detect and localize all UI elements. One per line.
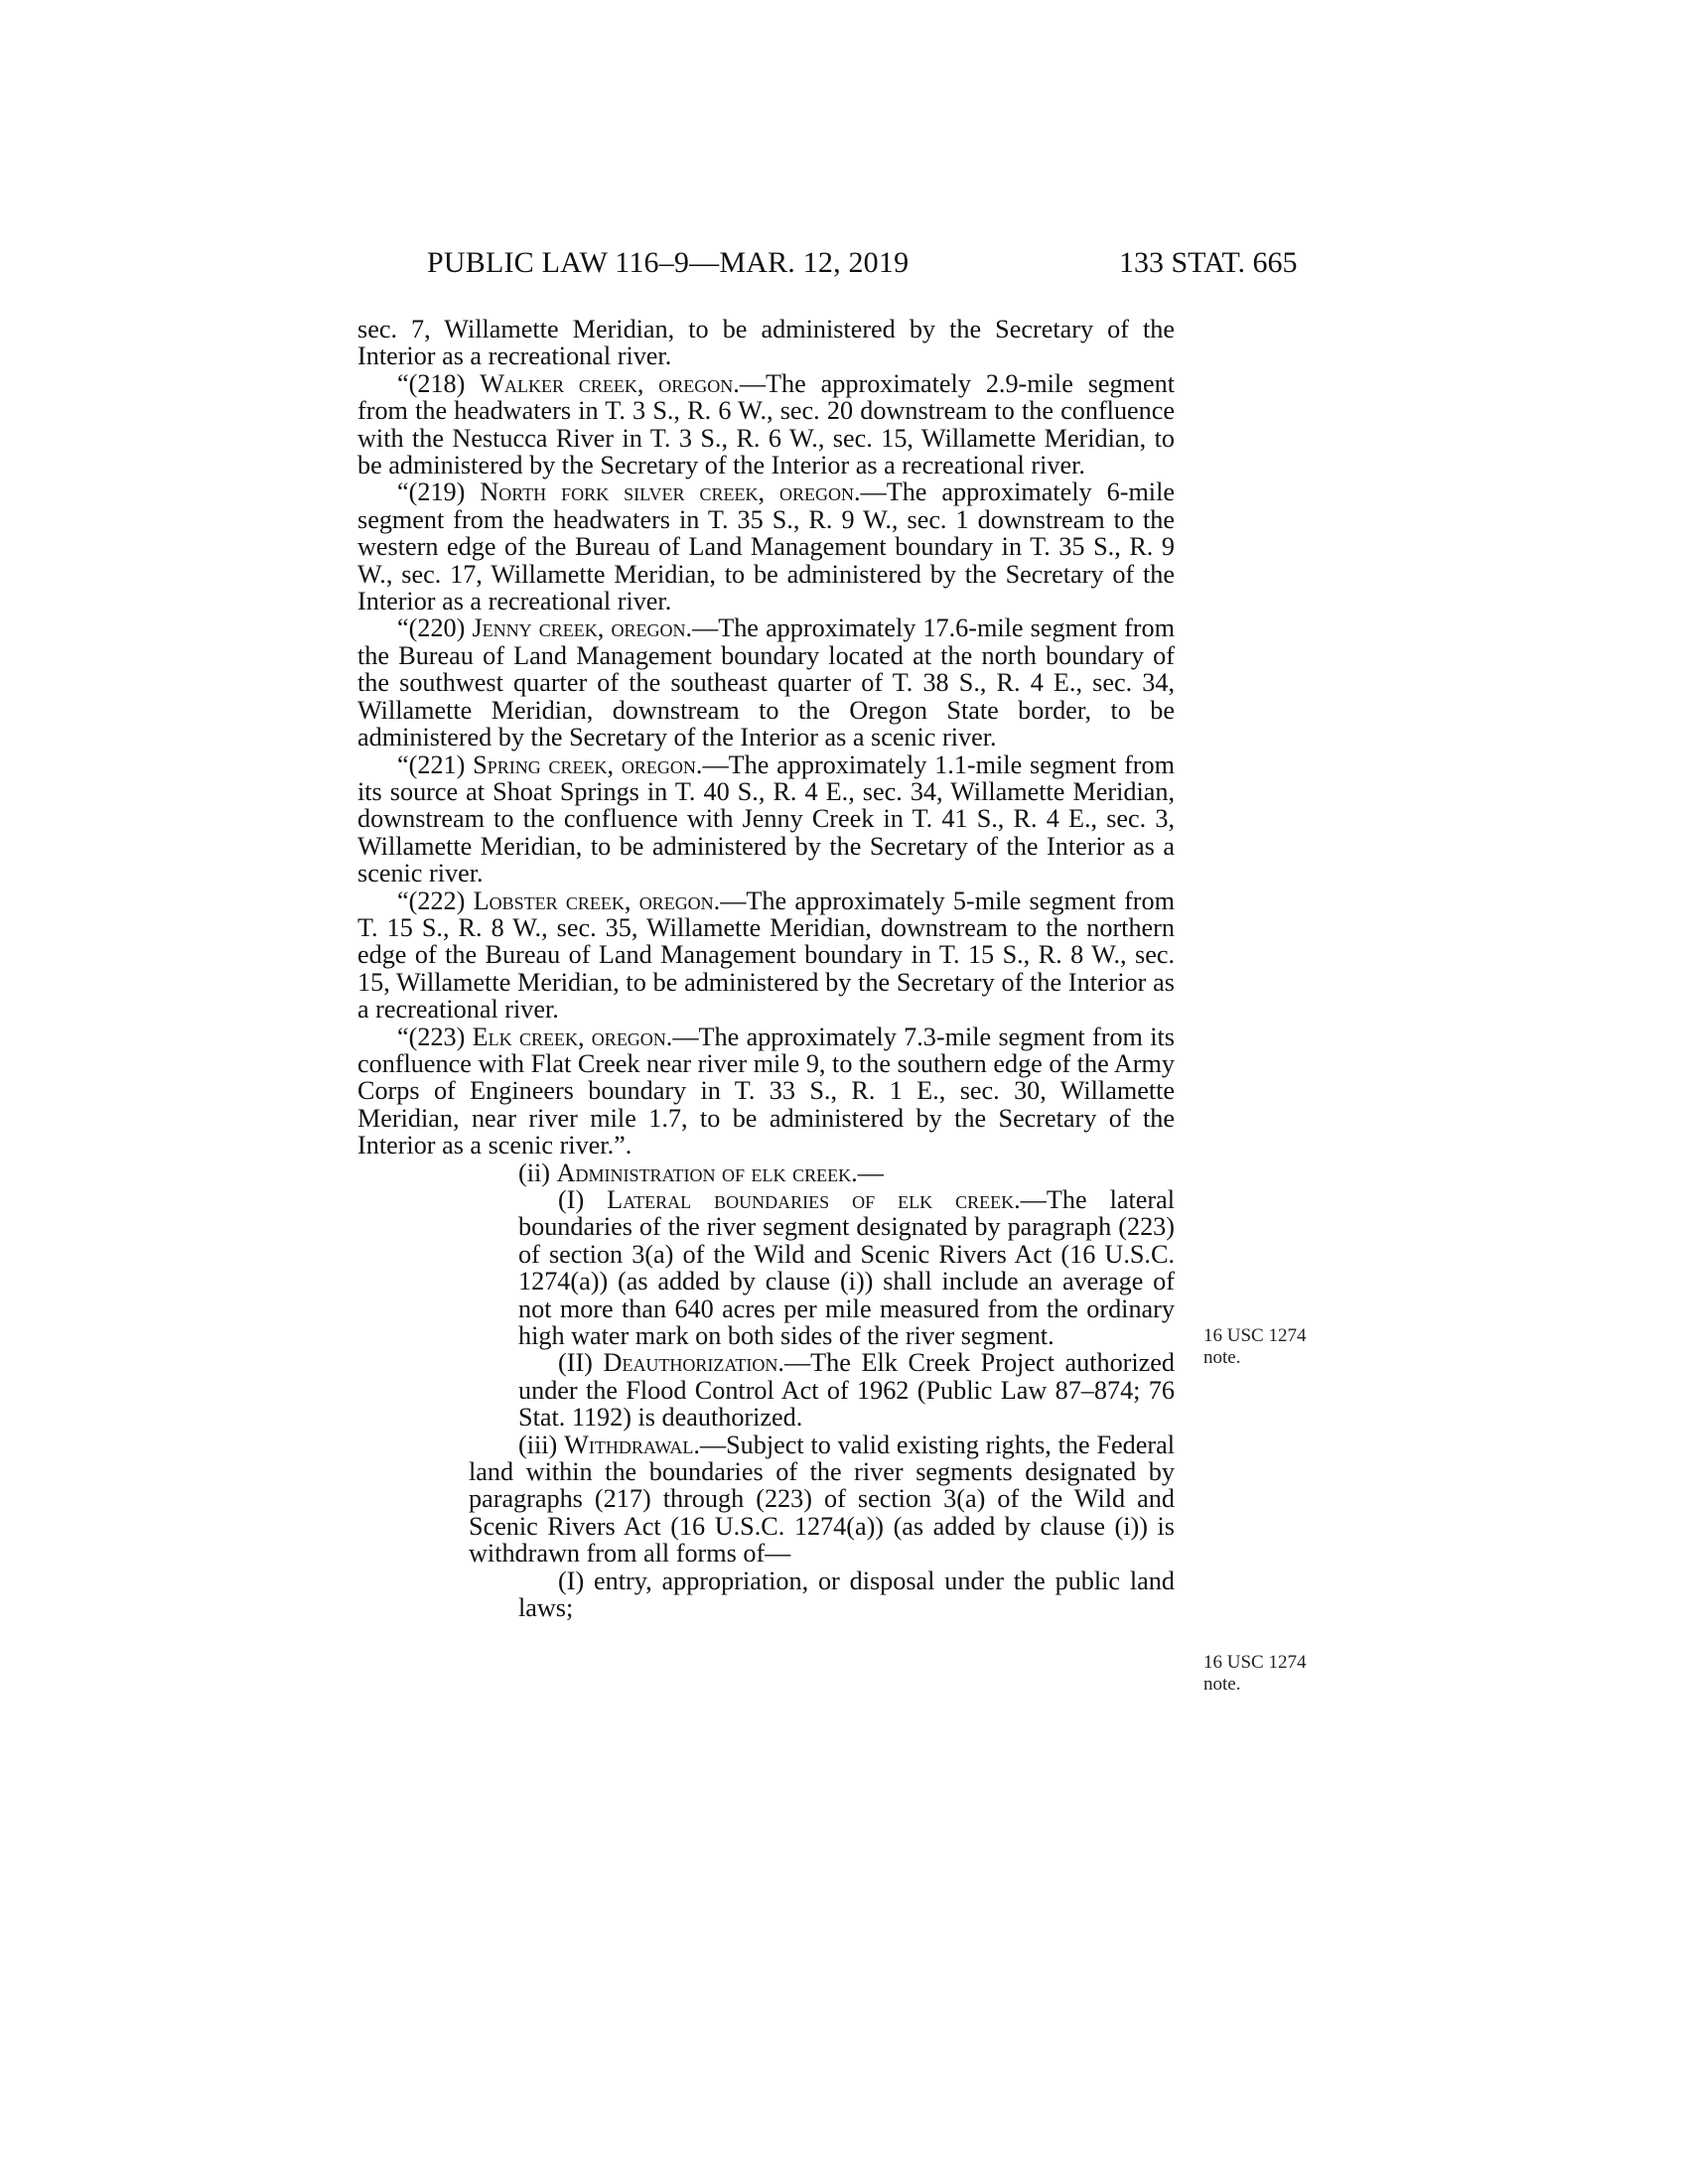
heading-deauthorization: Deauthorization.: [603, 1348, 784, 1378]
heading-spring-creek: Spring creek, oregon.: [473, 750, 703, 779]
clause-iii-withdrawal: (iii) Withdrawal.—Subject to valid existing rights, the Federal land within the boundaries of the river segments designated by paragraphs (217) through (223) of section 3(a) of the Wild and Scenic Rivers Act (16 U.S.C. 1274(a)) (as added by clause (i)) is withdrawn from all forms of—: [469, 1430, 1175, 1569]
heading-lateral-boundaries: Lateral boundaries of elk creek.: [607, 1185, 1021, 1214]
heading-lobster-creek: Lobster creek, oregon.: [473, 886, 721, 915]
subclause-I-entry: (I) entry, appropriation, or disposal under the public land laws;: [518, 1566, 1175, 1623]
heading-elk-creek: Elk creek, oregon.: [472, 1022, 673, 1051]
paragraph-222: “(222) Lobster creek, oregon.—The approximately 5-mile segment from T. 15 S., R. 8 W., sec. 35, Willamette Meridian, downstream to the northern edge of the Bureau of Land Management boundary in T. 15 S., R. 8 W., sec. 15, Willamette Meridian, to be administered by the Secretary of the Interior as a recreational river.: [357, 886, 1175, 1024]
paragraph-218: “(218) Walker creek, oregon.—The approximately 2.9-mile segment from the headwaters in T. 3 S., R. 6 W., sec. 20 downstream to the confluence with the Nestucca River in T. 3 S., R. 6 W., sec. 15, Willamette Meridian, to be administered by the Secretary of the Interior as a recreational river.: [357, 368, 1175, 480]
continuation-paragraph: sec. 7, Willamette Meridian, to be administered by the Secretary of the Interior as a recreational river.: [357, 315, 1175, 371]
margin-note-label: note.: [1203, 1674, 1241, 1695]
heading-jenny-creek: Jenny creek, oregon.: [472, 614, 693, 643]
heading-north-fork-silver-creek: North fork silver creek, oregon.: [480, 478, 861, 507]
heading-withdrawal: Withdrawal.: [564, 1430, 700, 1459]
margin-note-citation: 16 USC 1274: [1203, 1652, 1307, 1673]
statute-body: [357, 316, 1175, 1622]
paragraph-220: “(220) Jenny creek, oregon.—The approximately 17.6-mile segment from the Bureau of Land Management boundary located at the north boundary of the southwest quarter of the southeast quarter of T. 38 S., R. 4 E., sec. 34, Willamette Meridian, downstream to the Oregon State border, to be administered by the Secretary of the Interior as a scenic river.: [357, 614, 1175, 752]
page-stat-number: 133 STAT. 665: [1119, 246, 1298, 279]
paragraph-221: “(221) Spring creek, oregon.—The approximately 1.1-mile segment from its source at Shoat Springs in T. 40 S., R. 4 E., sec. 34, Willamette Meridian, downstream to the confluence with Jenny Creek in T. 41 S., R. 4 E., sec. 3, Willamette Meridian, to be administered by the Secretary of the Interior as a scenic river.: [357, 750, 1175, 888]
subclause-I-lateral-boundaries: (I) Lateral boundaries of elk creek.—The lateral boundaries of the river segment designated by paragraph (223) of section 3(a) of the Wild and Scenic Rivers Act (16 U.S.C. 1274(a)) (as added by clause (i)) shall include an average of not more than 640 acres per mile measured from the ordinary high water mark on both sides of the river segment.: [518, 1185, 1175, 1351]
subclause-II-deauthorization: (II) Deauthorization.—The Elk Creek Project authorized under the Flood Control Act of 1962 (Public Law 87–874; 76 Stat. 1192) is deauthorized.: [518, 1348, 1175, 1433]
heading-administration-of-elk-creek: Administration of elk creek.: [556, 1158, 858, 1187]
page-header: [0, 246, 1688, 286]
margin-note-1: [1203, 1325, 1333, 1369]
margin-note-2: [1203, 1652, 1333, 1696]
heading-walker-creek: Walker creek, oregon.: [480, 368, 740, 398]
clause-ii-administration: (ii) Administration of elk creek.—: [518, 1158, 884, 1187]
margin-note-citation: 16 USC 1274: [1203, 1325, 1307, 1346]
paragraph-223: “(223) Elk creek, oregon.—The approximately 7.3-mile segment from its confluence with Flat Creek near river mile 9, to the southern edge of the Army Corps of Engineers boundary in T. 33 S., R. 1 E., sec. 30, Willamette Meridian, near river mile 1.7, to be administered by the Secretary of the Interior as a scenic river.”.: [357, 1022, 1175, 1160]
margin-note-label: note.: [1203, 1347, 1241, 1368]
paragraph-219: “(219) North fork silver creek, oregon.—The approximately 6-mile segment from the headwaters in T. 35 S., R. 9 W., sec. 1 downstream to the western edge of the Bureau of Land Management boundary in T. 35 S., R. 9 W., sec. 17, Willamette Meridian, to be administered by the Secretary of the Interior as a recreational river.: [357, 478, 1175, 616]
running-head-title: PUBLIC LAW 116–9—MAR. 12, 2019: [427, 246, 910, 279]
